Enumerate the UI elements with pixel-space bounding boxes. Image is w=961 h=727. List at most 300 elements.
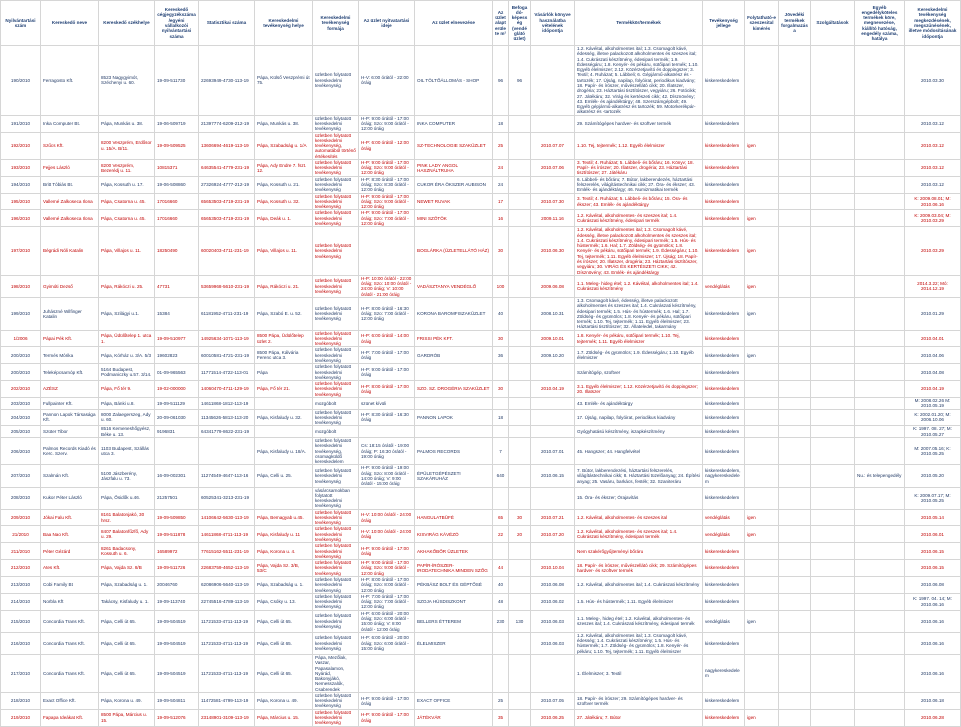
table-row[interactable] (1, 426, 961, 438)
column-header[interactable]: Termékkör/termékek (575, 1, 703, 46)
table-cell: 17016660 (155, 193, 199, 210)
table-cell: Pápa, Külső Veszprémi út 75. (255, 46, 313, 116)
table-cell: 2010.06.15 (905, 543, 961, 560)
table-cell: 60020403-4711-231-19 (199, 227, 255, 276)
table-cell (745, 560, 779, 577)
table-cell: üzletben folytatott kereskedelmi tevékenység (313, 46, 359, 116)
table-cell (811, 330, 855, 347)
table-cell (509, 275, 531, 297)
table-cell (779, 610, 811, 632)
column-header[interactable]: Kereskedő cégjegyzékszáma/egyéni vállalkozói nyilvántartási száma (155, 1, 199, 46)
table-cell: 96 (509, 46, 531, 116)
table-cell (811, 692, 855, 709)
table-cell (531, 409, 575, 426)
table-cell: 30 (493, 227, 509, 276)
table-cell: kiskereskedelem (703, 709, 745, 726)
table-row[interactable] (1, 577, 961, 594)
column-header[interactable]: Az üzlet alapterülete m² (493, 1, 509, 46)
table-row[interactable] (1, 632, 961, 654)
table-cell: 8523 Nagygyimót, Széchenyi u. 60. (99, 46, 155, 116)
table-cell (811, 227, 855, 276)
table-cell: H-P: 9:00 órától - 17:00 óráig; Szo: 9:00 órától - 12:00 óráig (359, 159, 415, 176)
table-cell (811, 526, 855, 543)
table-cell: 19-09-511726 (155, 560, 199, 577)
table-cell: 217/2010 (1, 654, 41, 692)
table-row[interactable] (1, 210, 961, 227)
table-cell: üzletben folytatott kereskedelmi tevékenység (313, 347, 359, 364)
table-cell: 11721533-4711-113-19 (199, 632, 255, 654)
table-cell (855, 46, 905, 116)
table-row[interactable] (1, 193, 961, 210)
table-cell (779, 560, 811, 577)
table-cell: SZ-TECHNOLOGIE SZAKÜZLET (415, 132, 493, 159)
table-cell: K: 1997. 04. 14; M: 2010.06.16 (905, 593, 961, 610)
table-cell: H-P: 9:00 órától - 17:00 óráig; Szo: 7:00 órától - 12:00 óráig (359, 210, 415, 227)
table-cell: 25 (493, 692, 509, 709)
table-cell: 23148901-3109-113-19 (199, 709, 255, 726)
column-header[interactable]: Vásárlók könyve használatba vételének időpontja (531, 1, 575, 46)
table-cell: 2010.06.02 (531, 593, 575, 610)
column-header[interactable]: Nyilvántartási szám (1, 1, 41, 46)
table-cell: Pápa, Kossuth u. 32. (255, 193, 313, 210)
table-cell (811, 132, 855, 159)
table-cell (745, 487, 779, 509)
table-cell (855, 487, 905, 509)
table-cell: kiskereskedelem (703, 593, 745, 610)
table-cell (855, 560, 905, 577)
table-cell (509, 709, 531, 726)
table-cell (811, 543, 855, 560)
table-cell: 2009.10.20 (531, 347, 575, 364)
column-header[interactable]: Tevékenység jellege (703, 1, 745, 46)
table-cell: H-P: 6:00 órától - 20:00 óráig; Szo: 6:00 órától - 15:00 óráig; V: 8:00 órától - 12:00 óráig (359, 610, 415, 632)
table-cell: 196/2010 (1, 210, 41, 227)
table-cell: üzletben folytatott kereskedelmi tevékenység, csomagküldő kereskedelem (313, 437, 359, 464)
table-cell: kiskereskedelem (703, 381, 745, 398)
table-cell (779, 543, 811, 560)
table-cell: 2010.03.30 (905, 46, 961, 116)
table-cell: Pápa, Vajda Sz. 8/B (99, 560, 155, 577)
table-cell: 16589972 (155, 543, 199, 560)
table-cell: 19-09-504811 (155, 692, 199, 709)
table-cell: 43. Emlék- és ajándéktárgy (575, 398, 703, 410)
table-cell: 2009.10.01 (531, 330, 575, 347)
table-cell: Termés Mórika (41, 347, 99, 364)
table-cell: Pápa, Villajos u. 11. (99, 227, 155, 276)
table-cell: 1.2. Kávéital, alkoholmentes- és szeszes ital; 1.4. Cukrászati készítmény, édesipari termék (575, 210, 703, 227)
table-cell: 13606694-4619-113-19 (199, 132, 255, 159)
column-header[interactable]: Jövedéki termékek forgalmazása (779, 1, 811, 46)
table-cell: 19-02-000000 (155, 381, 199, 398)
table-cell: üzletben folytatott kereskedelmi tevékenység (313, 330, 359, 347)
table-cell: 96 (493, 46, 509, 116)
table-cell: FRISSI PÉK KFT. (415, 330, 493, 347)
table-cell: 216/2010 (1, 632, 41, 654)
table-row[interactable] (1, 275, 961, 297)
table-body (1, 46, 961, 727)
table-cell (493, 364, 509, 381)
table-cell: igen (745, 210, 779, 227)
table-cell (855, 398, 905, 410)
table-cell: H-P: 6:00 órától - 20:00 óráig; Szo: 6:00 órától - 15:00 óráig (359, 632, 415, 654)
column-header[interactable]: Kereskedelmi tevékenység megkezdésének, megszűnésének, illetve módosításának időpontja (905, 1, 961, 46)
table-cell: 2010.06.15 (905, 560, 961, 577)
column-header[interactable]: Az üzlet nyitvatartási ideje (359, 1, 415, 46)
table-cell (779, 632, 811, 654)
table-cell: Inka Computer Bt. (41, 115, 99, 132)
table-cell (745, 409, 779, 426)
table-cell: Pápa, Celli út 65. (255, 632, 313, 654)
table-cell: 22745516-4789-113-19 (199, 593, 255, 610)
table-cell: 01-09-965563 (155, 364, 199, 381)
table-cell: üzletben folytatott kereskedelmi tevékenység (313, 543, 359, 560)
column-header[interactable]: Kereskedő neve (41, 1, 99, 46)
column-header[interactable]: Egyéb engedélyköteles termékek köre, megnevezése, kiállító hatóság, engedély száma, hatálya (855, 1, 905, 46)
table-cell: Pápai Pék Kft. (41, 330, 99, 347)
table-cell: Pápa, Ősidők u.46. (99, 487, 155, 509)
column-header[interactable]: Az üzlet elnevezése (415, 1, 493, 46)
table-cell: 19-06-508860 (155, 176, 199, 193)
table-cell: Szüter Tibor (41, 426, 99, 438)
table-cell: INKA COMPUTER (415, 115, 493, 132)
table-cell (531, 398, 575, 410)
table-cell: 1/2006 (1, 330, 41, 347)
table-cell: 8261 Badacsony, Kossuth u. 6. (99, 543, 155, 560)
table-cell: 11345626-5813-113-20 (199, 409, 255, 426)
table-cell: üzletben folytatott kereskedelmi tevékenység (313, 275, 359, 297)
table-cell (811, 297, 855, 330)
table-cell: 48 (493, 593, 509, 610)
table-cell: Pápa, Celli út 65. (99, 610, 155, 632)
table-cell: 47731 (155, 275, 199, 297)
table-cell (745, 398, 779, 410)
table-cell: AKHAKŐBŐR ÜZLETEK (415, 543, 493, 560)
table-row[interactable] (1, 593, 961, 610)
table-row[interactable] (1, 381, 961, 398)
table-cell (493, 654, 509, 692)
table-cell: Pápa, Március u. 15. (255, 709, 313, 726)
table-cell: 2010.04.08 (905, 364, 961, 381)
table-cell (509, 398, 531, 410)
table-row[interactable] (1, 437, 961, 464)
table-cell: Pápa, Korona u. 49. (99, 692, 155, 709)
table-cell: K: 2009.07.17; M: 2010.05.25 (905, 487, 961, 509)
table-cell: 20 (509, 526, 531, 543)
table-cell (779, 176, 811, 193)
table-cell: 2010.07.07 (531, 132, 575, 159)
table-cell (779, 297, 811, 330)
table-cell: H-P: 10:00 órától - 22:00 óráig; Szo: 10:00 órától - 24:00 óráig; V: 10:00 órától - 21:00 óráig (359, 275, 415, 297)
table-cell: üzletben folytatott kereskedelmi tevékenység (313, 610, 359, 632)
table-cell: 192/2010 (1, 132, 41, 159)
table-cell (509, 465, 531, 487)
table-cell (359, 227, 415, 276)
table-cell: 27326924-4777-212-19 (199, 176, 255, 193)
table-cell: 27. Játékáru; 7. Bútor (575, 709, 703, 726)
table-cell (509, 227, 531, 276)
header-row (1, 1, 961, 46)
table-cell: 1.2. Kávéital, alkoholmentes ital; 1.3. Csomagolt kávé, édesség; 1.4. Cukrászati készítmény; 1.5. Hús- és hústermék; 1.7. Zöldség- és gyümölcs; 1.8. Kenyér- és pékáru; 1.10. Tej, tejtermék; 1.11. Egyéb élelmiszer (575, 632, 703, 654)
table-cell: kiskereskedelem (703, 632, 745, 654)
table-cell: PANNON LAPOK (415, 409, 493, 426)
table-cell: H-P: 6:00 órától - 14:00 óráig (359, 330, 415, 347)
table-cell (779, 330, 811, 347)
table-cell: H-P: 8:00 órától - 17:00 óráig (359, 381, 415, 398)
table-cell: Pápa, Rákóczi u. 25. (99, 275, 155, 297)
table-cell: 2010.05.20 (905, 465, 961, 487)
table-cell: 53659968-5610-231-19 (199, 275, 255, 297)
table-cell: Juhászné Wilfinger Katalin (41, 297, 99, 330)
table-row[interactable] (1, 115, 961, 132)
table-cell (745, 577, 779, 594)
column-header[interactable]: Kereskedelmi tevékenység helye (255, 1, 313, 46)
table-cell (855, 115, 905, 132)
table-cell: 20-09-061030 (155, 409, 199, 426)
column-header[interactable]: Befogadó-képesség (vendéglátó üzlet) (509, 1, 531, 46)
table-cell: kiskereskedelem (703, 210, 745, 227)
table-cell: 19-09-509525 (155, 132, 199, 159)
table-cell: Pápa (255, 364, 313, 381)
table-cell (745, 115, 779, 132)
table-cell: Pápa, Korona u. 49. (255, 692, 313, 709)
table-cell: 11274549-4647-113-16 (199, 465, 255, 487)
table-cell: kiskereskedelem (703, 297, 745, 330)
table-cell: 2010.06.16 (905, 632, 961, 654)
table-cell: Concordia Trans Kft. (41, 654, 99, 692)
table-cell: 2010.01.29 (905, 297, 961, 330)
table-cell (415, 364, 493, 381)
table-row[interactable] (1, 692, 961, 709)
table-cell: Pápa, Ady Endre 7. fszt. 12. (255, 159, 313, 176)
table-cell: Concordia Trans Kft. (41, 610, 99, 632)
table-cell: vendéglátás (703, 509, 745, 526)
table-cell: HANGULATBÜFÉ (415, 509, 493, 526)
table-cell: 11721533-4711-113-19 (199, 654, 255, 692)
table-cell (745, 330, 779, 347)
column-header[interactable]: Kereskedelmi tevékenység formája (313, 1, 359, 46)
table-cell: Pápa, Celli út 65. (99, 632, 155, 654)
table-cell: 2010.06.15 (531, 465, 575, 487)
table-cell (855, 610, 905, 632)
table-cell (509, 176, 531, 193)
table-cell (855, 132, 905, 159)
table-cell: H-P: 8:00 órától - 16:30 óráig; Szo: 7:00 órától - 12:00 óráig (359, 297, 415, 330)
table-cell (855, 692, 905, 709)
table-cell (811, 159, 855, 176)
table-cell: K: 2002.01.20; M: 2006.10.06 (905, 409, 961, 426)
column-header[interactable]: Kereskedő székhelye (99, 1, 155, 46)
table-cell (509, 381, 531, 398)
table-cell: 8500 Pápa, Kálvária Ferenc utca 3. (255, 347, 313, 364)
table-cell: 3. Textil; 4. Ruházat; 5. Lábbeli- és bőráru; 16. Könyv; 18. Papír- és írószer; 20. Illatszer, drogéria; 23. Háztartási tisztítószer; 27. Játékáru (575, 159, 703, 176)
table-row[interactable] (1, 709, 961, 726)
table-row[interactable] (1, 526, 961, 543)
table-row[interactable] (1, 543, 961, 560)
table-cell: 10815371 (155, 159, 199, 176)
table-cell: 2010.06.03 (531, 610, 575, 632)
table-cell: 18 (493, 409, 509, 426)
table-cell: 199/2010 (1, 297, 41, 330)
table-row[interactable] (1, 654, 961, 692)
table-cell: 215/2010 (1, 610, 41, 632)
table-cell: Pápa, Celli út 65. (255, 610, 313, 632)
table-cell (745, 593, 779, 610)
table-cell: H-P: 7:00 órától - 17:00 óráig (359, 347, 415, 364)
table-cell: Pápa, Villajos u. 11. (255, 227, 313, 276)
table-cell: kiskereskedelem (703, 330, 745, 347)
table-cell: kiskereskedelem (703, 159, 745, 176)
table-cell: OIL TÖLTŐÁLLOMÁS - SHOP (415, 46, 493, 116)
table-cell: szünet kívüli (359, 398, 415, 410)
table-cell: Péter Gézárd (41, 543, 99, 560)
table-cell: 2010.03.12 (905, 159, 961, 176)
table-cell: 65653503-4719-231-19 (199, 210, 255, 227)
table-cell: 207/2010 (1, 465, 41, 487)
table-cell: 25 (493, 132, 509, 159)
table-cell: 11472581-4799-113-19 (199, 692, 255, 709)
table-cell: 191/2010 (1, 115, 41, 132)
table-cell: üzletben folytatott kereskedelmi tevékenység (313, 692, 359, 709)
table-cell: 64341779-8622-231-19 (199, 426, 255, 438)
table-cell: 17016660 (155, 210, 199, 227)
table-cell: H-P: 8:30 órától - 17:00 óráig; Szo: 8:30 órától - 12:00 óráig (359, 176, 415, 193)
table-cell: 62086906-5640-113-19 (199, 577, 255, 594)
table-row[interactable] (1, 176, 961, 193)
table-row[interactable] (1, 610, 961, 632)
table-cell: 1.1. Meleg- hideg étel; 1.2. Kávéital, alkoholmentes ital; 1.4. Cukrászati készítmény (575, 275, 703, 297)
table-cell (811, 381, 855, 398)
table-cell (745, 364, 779, 381)
table-cell: 204/2010 (1, 409, 41, 426)
table-cell (509, 347, 531, 364)
table-cell: 14060470-4711-129-19 (199, 381, 255, 398)
table-cell: 203/2010 (1, 398, 41, 410)
table-cell: 77615162-5511-231-19 (199, 543, 255, 560)
table-row[interactable] (1, 347, 961, 364)
table-cell: 16 (493, 210, 509, 227)
table-cell: 2010.04.06 (905, 347, 961, 364)
table-cell (811, 577, 855, 594)
table-cell (855, 381, 905, 398)
table-cell: 11721533-4711-113-19 (199, 610, 255, 632)
table-cell (779, 709, 811, 726)
table-cell (855, 437, 905, 464)
column-header[interactable]: Statisztikai száma (199, 1, 255, 46)
table-cell (509, 132, 531, 159)
table-cell (855, 709, 905, 726)
table-cell: 40 (493, 297, 509, 330)
table-cell: 213/2010 (1, 577, 41, 594)
table-row[interactable] (1, 465, 961, 487)
table-row[interactable] (1, 509, 961, 526)
table-cell: 14925634-1071-113-19 (199, 330, 255, 347)
table-cell: 2010.07.05 (531, 692, 575, 709)
table-row[interactable] (1, 132, 961, 159)
table-cell (811, 409, 855, 426)
table-row[interactable] (1, 159, 961, 176)
table-cell (855, 409, 905, 426)
table-cell (359, 426, 415, 438)
table-cell (811, 610, 855, 632)
table-row[interactable] (1, 46, 961, 116)
table-cell: kiskereskedelem (703, 364, 745, 381)
table-cell (779, 132, 811, 159)
table-cell: 8200 Veszprém, Erdősor u. 15/A. B/11. (99, 132, 155, 159)
table-row[interactable] (1, 297, 961, 330)
table-row[interactable] (1, 409, 961, 426)
table-cell: 2010.06.30 (531, 227, 575, 276)
table-cell: PALMOS RECORDS (415, 437, 493, 464)
table-cell: 1.2. Kávéital, alkoholmentes ital; 1.3. Csomagolt kávé, édesség, illetve palackozott alkoholmentes és szeszes ital; 1.4. Cukrászati készítmény, édesipari termék; 1.5. Hús- és hústermék; 1.6. Hal; 1.7. Zöldség- és gyümölcs; 1.8. Kenyér- és pékáru, sütőipari termék; 1.9. Édességáru; 1.10. Tej, tejtermék; 1.11. Egyéb élelmiszer; 17. Újság; 18. Papír- és írószer; 20. Illatszer, drogéria; 23. Háztartási tisztítószer, vegyiáru; 30. VIRÁG ÉS KERTÉSZETI CIKK; 42. Dísznövény; 43. Emlék- és ajándéktárgy (575, 227, 703, 276)
table-cell (415, 426, 493, 438)
table-cell: 1.5. Hús- és hústermék; 1.11. Egyéb élelmiszer (575, 593, 703, 610)
table-cell: Pannon Lapok Társasága Kft. (41, 409, 99, 426)
table-cell: 21397774-6209-212-19 (199, 115, 255, 132)
table-cell: 24 (493, 159, 509, 176)
table-cell: 19-09-504519 (155, 654, 199, 692)
table-cell: 20046760 (155, 577, 199, 594)
table-row[interactable] (1, 398, 961, 410)
table-cell (531, 46, 575, 116)
table-cell: 206/2010 (1, 437, 41, 464)
table-cell: Pápa, Bánki u.8. (99, 398, 155, 410)
table-cell (855, 654, 905, 692)
table-cell: üzletben folytatott kereskedelmi tevékenység (313, 115, 359, 132)
table-cell (811, 398, 855, 410)
table-cell: Pápa, Vajda Sz. 3/B, 53/C (255, 560, 313, 577)
table-cell: Britt Tóbiás Bt. (41, 176, 99, 193)
table-cell (531, 364, 575, 381)
table-cell: 24 (493, 176, 509, 193)
table-cell: 1.2. Kávéital, alkoholmentes- és szeszes ital (575, 509, 703, 526)
table-cell (745, 437, 779, 464)
table-row[interactable] (1, 487, 961, 509)
table-cell (811, 275, 855, 297)
table-cell (779, 364, 811, 381)
table-cell (509, 364, 531, 381)
table-cell (855, 330, 905, 347)
table-cell: Pápa, Munkás u. 38. (255, 115, 313, 132)
table-cell: 61181952-4711-231-19 (199, 297, 255, 330)
table-cell: vásárcsarnokban folytatott kereskedelmi tevékenység (313, 487, 359, 509)
table-cell: 197/2010 (1, 227, 41, 276)
table-cell: Pápa, Szabó E. u. 52. (255, 297, 313, 330)
table-cell: üzletben folytatott kereskedelmi tevékenység (313, 709, 359, 726)
table-cell: 2010.04.19 (905, 381, 961, 398)
table-cell: üzletben folytatott kereskedelmi tevékenység (313, 509, 359, 526)
table-row[interactable] (1, 560, 961, 577)
table-cell: üzletben folytatott kereskedelmi tevékenység, automatából történő értékesítés (313, 132, 359, 159)
table-row[interactable] (1, 227, 961, 276)
table-cell (855, 275, 905, 297)
table-cell: 2010.04.01 (905, 330, 961, 347)
table-cell: kiskereskedelem, nagykereskedelem (703, 465, 745, 487)
table-cell: Pápa, Fő tér 21. (255, 381, 313, 398)
table-cell: 22 (493, 526, 509, 543)
table-cell: 19-09-511730 (155, 46, 199, 116)
column-header[interactable]: Szolgáltatások (811, 1, 855, 46)
table-header (1, 1, 961, 46)
table-cell: Teleképcsarnóp Kft. (41, 364, 99, 381)
table-cell (855, 176, 905, 193)
table-cell: Nem szakérőgyűjteményi bőráru (575, 543, 703, 560)
table-row[interactable] (1, 364, 961, 381)
column-header[interactable]: Folytatható-e szeszesital kimérés (745, 1, 779, 46)
table-cell (509, 409, 531, 426)
table-cell: 8500 Pápa, Március u. 15. (99, 709, 155, 726)
table-cell: M: 2007.05.16; K: 2010.05.25 (905, 437, 961, 464)
table-row[interactable] (1, 330, 961, 347)
